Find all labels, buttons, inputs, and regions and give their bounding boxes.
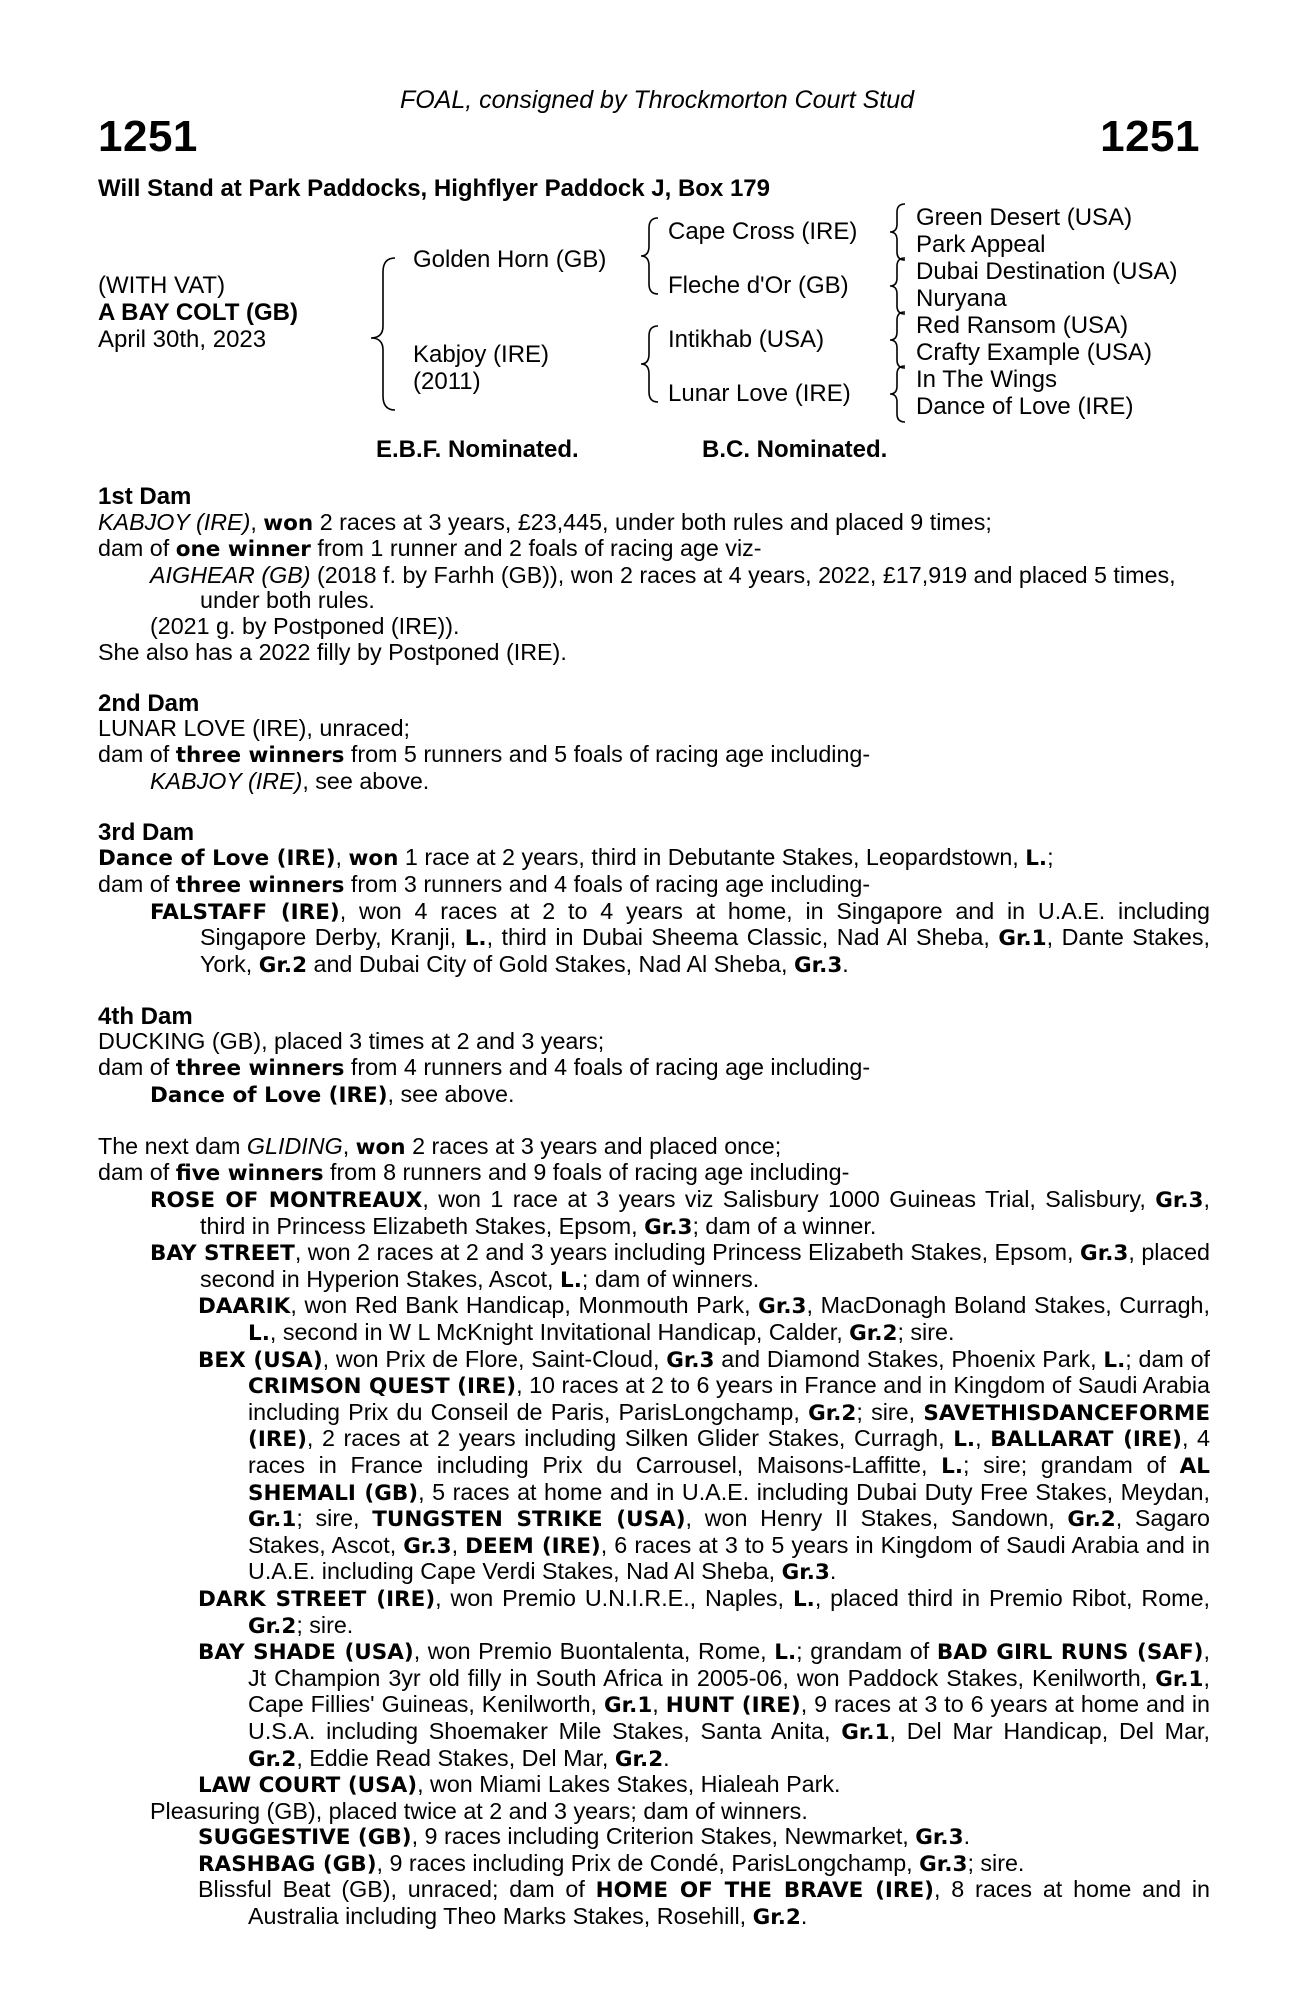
- progeny-bex: BEX (USA), won Prix de Flore, Saint-Cloud, Gr.3 and Diamond Stakes, Phoenix Park, L.; dam of CRIMSON QUEST (IRE), 10 races at 2 to 6 years in France and in Kingdom of Saudi Arabia including Prix du Conseil de Paris, ParisLongchamp, Gr.2; sire, SAVETHISDANCEFORME (IRE), 2 races at 2 years including Silken Glider Stakes, Curragh, L., BALLARAT (IRE), 4 races in France including Prix du Carrousel, Maisons-Laffitte, L.; sire; grandam of AL SHEMALI (GB), 5 races at home and in U.A.E. including Dubai Duty Free Stakes, Meydan, Gr.1; sire, TUNGSTEN STRIKE (USA), won Henry II Stakes, Sandown, Gr.2, Sagaro Stakes, Ascot, Gr.3, DEEM (IRE), 6 races at 3 to 5 years in Kingdom of Saudi Arabia and in U.A.E. including Cape Verdi Stakes, Nad Al Sheba, Gr.3.: [198, 1345, 1211, 1586]
- progeny-rose-of-montreaux: ROSE OF MONTREAUX, won 1 race at 3 years viz Salisbury 1000 Guineas Trial, Salisbury, Gr.3, third in Princess Elizabeth Stakes, Epsom, Gr.3; dam of a winner.: [150, 1186, 1210, 1240]
- sire-dam: Fleche d'Or (GB): [668, 272, 849, 299]
- second-dam-summary: dam of three winners from 5 runners and 5 foals of racing age including-: [98, 740, 871, 768]
- fourth-dam-line: DUCKING (GB), placed 3 times at 2 and 3 years;: [98, 1028, 605, 1055]
- gen3-2: Park Appeal: [916, 231, 1046, 258]
- vat-note: (WITH VAT): [98, 272, 226, 299]
- first-dam-line: KABJOY (IRE), won 2 races at 3 years, £23,445, under both rules and placed 9 times;: [98, 508, 992, 536]
- progeny-2021: (2021 g. by Postponed (IRE)).: [150, 612, 460, 639]
- gen3-8: Dance of Love (IRE): [916, 393, 1134, 420]
- progeny-bay-street: BAY STREET, won 2 races at 2 and 3 years including Princess Elizabeth Stakes, Epsom, Gr.3, placed second in Hyperion Stakes, Ascot, L.; dam of winners.: [150, 1239, 1210, 1293]
- bc-nomination: B.C. Nominated.: [702, 436, 888, 463]
- gen3-4: Nuryana: [916, 285, 1007, 312]
- first-dam-summary: dam of one winner from 1 runner and 2 foals of racing age viz-: [98, 535, 762, 563]
- fourth-dam-heading: 4th Dam: [98, 1002, 193, 1030]
- third-dam-summary: dam of three winners from 3 runners and 4 foals of racing age including-: [98, 870, 871, 898]
- progeny-dark-street: DARK STREET (IRE), won Premio U.N.I.R.E., Naples, L., placed third in Premio Ribot, Rome, Gr.2; sire.: [198, 1584, 1211, 1639]
- dam-year: (2011): [413, 368, 481, 395]
- lot-number-left: 1251: [98, 112, 198, 161]
- fourth-dam-summary: dam of three winners from 4 runners and 4 foals of racing age including-: [98, 1054, 871, 1082]
- progeny-bay-shade: BAY SHADE (USA), won Premio Buontalenta, Rome, L.; grandam of BAD GIRL RUNS (SAF), Jt Champion 3yr old filly in South Africa in 2005-06, won Paddock Stakes, Kenilworth, Gr.1, Cape Fillies' Guineas, Kenilworth, Gr.1, HUNT (IRE), 9 races at 3 to 6 years at home and in U.S.A. including Shoemaker Mile Stakes, Santa Anita, Gr.1, Del Mar Handicap, Del Mar, Gr.2, Eddie Read Stakes, Del Mar, Gr.2.: [198, 1638, 1211, 1772]
- next-dam-summary: dam of five winners from 8 runners and 9 foals of racing age including-: [98, 1159, 850, 1187]
- catalogue-subtitle: FOAL, consigned by Throckmorton Court Stud: [399, 86, 915, 114]
- progeny-pleasuring: Pleasuring (GB), placed twice at 2 and 3 years; dam of winners.: [150, 1797, 808, 1824]
- next-dam-line: The next dam GLIDING, won 2 races at 3 years and placed once;: [98, 1132, 782, 1160]
- gen3-3: Dubai Destination (USA): [916, 258, 1178, 285]
- gen3-6: Crafty Example (USA): [916, 339, 1153, 366]
- foaling-date: April 30th, 2023: [98, 326, 267, 353]
- first-dam-heading: 1st Dam: [98, 483, 192, 510]
- progeny-kabjoy: KABJOY (IRE), see above.: [150, 767, 430, 794]
- dam-sire: Intikhab (USA): [668, 326, 825, 353]
- second-dam-heading: 2nd Dam: [98, 689, 200, 717]
- gen3-7: In The Wings: [916, 366, 1057, 393]
- horse-name: A BAY COLT (GB): [98, 299, 299, 326]
- dam: Kabjoy (IRE): [413, 341, 550, 368]
- produce-record: [98, 484, 1210, 1931]
- progeny-2022: She also has a 2022 filly by Postponed (IRE).: [98, 638, 567, 665]
- third-dam-line: Dance of Love (IRE), won 1 race at 2 years, third in Debutante Stakes, Leopardstown, L.;: [98, 844, 1054, 872]
- progeny-suggestive: SUGGESTIVE (GB), 9 races including Criterion Stakes, Newmarket, Gr.3.: [198, 1823, 971, 1851]
- progeny-law-court: LAW COURT (USA), won Miami Lakes Stakes, Hialeah Park.: [198, 1771, 841, 1799]
- sire-sire: Cape Cross (IRE): [668, 218, 858, 245]
- progeny-dance-of-love: Dance of Love (IRE), see above.: [150, 1080, 515, 1108]
- sire: Golden Horn (GB): [413, 246, 607, 273]
- lot-number-right: 1251: [1100, 112, 1200, 161]
- dam-dam: Lunar Love (IRE): [668, 380, 851, 407]
- ebf-nomination: E.B.F. Nominated.: [376, 436, 579, 463]
- progeny-falstaff: FALSTAFF (IRE), won 4 races at 2 to 4 years at home, in Singapore and in U.A.E. including Singapore Derby, Kranji, L., third in Dubai Sheema Classic, Nad Al Sheba, Gr.1, Dante Stakes, York, Gr.2 and Dubai City of Gold Stakes, Nad Al Sheba, Gr.3.: [150, 897, 1210, 978]
- gen3-1: Green Desert (USA): [916, 204, 1133, 231]
- progeny-aighear: AIGHEAR (GB) (2018 f. by Farhh (GB)), won 2 races at 4 years, 2022, £17,919 and placed 5 times, under both rules.: [150, 561, 1176, 614]
- gen3-5: Red Ransom (USA): [916, 312, 1129, 339]
- progeny-daarik: DAARIK, won Red Bank Handicap, Monmouth Park, Gr.3, MacDonagh Boland Stakes, Curragh, L., second in W L McKnight Invitational Handicap, Calder, Gr.2; sire.: [198, 1292, 1210, 1346]
- progeny-rashbag: RASHBAG (GB), 9 races including Prix de Condé, ParisLongchamp, Gr.3; sire.: [198, 1849, 1025, 1877]
- third-dam-heading: 3rd Dam: [98, 818, 195, 846]
- progeny-blissful-beat: Blissful Beat (GB), unraced; dam of HOME OF THE BRAVE (IRE), 8 races at home and in Australia including Theo Marks Stakes, Rosehill, Gr.2.: [198, 1876, 1210, 1931]
- second-dam-line: LUNAR LOVE (IRE), unraced;: [98, 715, 411, 742]
- stand-location: Will Stand at Park Paddocks, Highflyer Paddock J, Box 179: [98, 175, 770, 202]
